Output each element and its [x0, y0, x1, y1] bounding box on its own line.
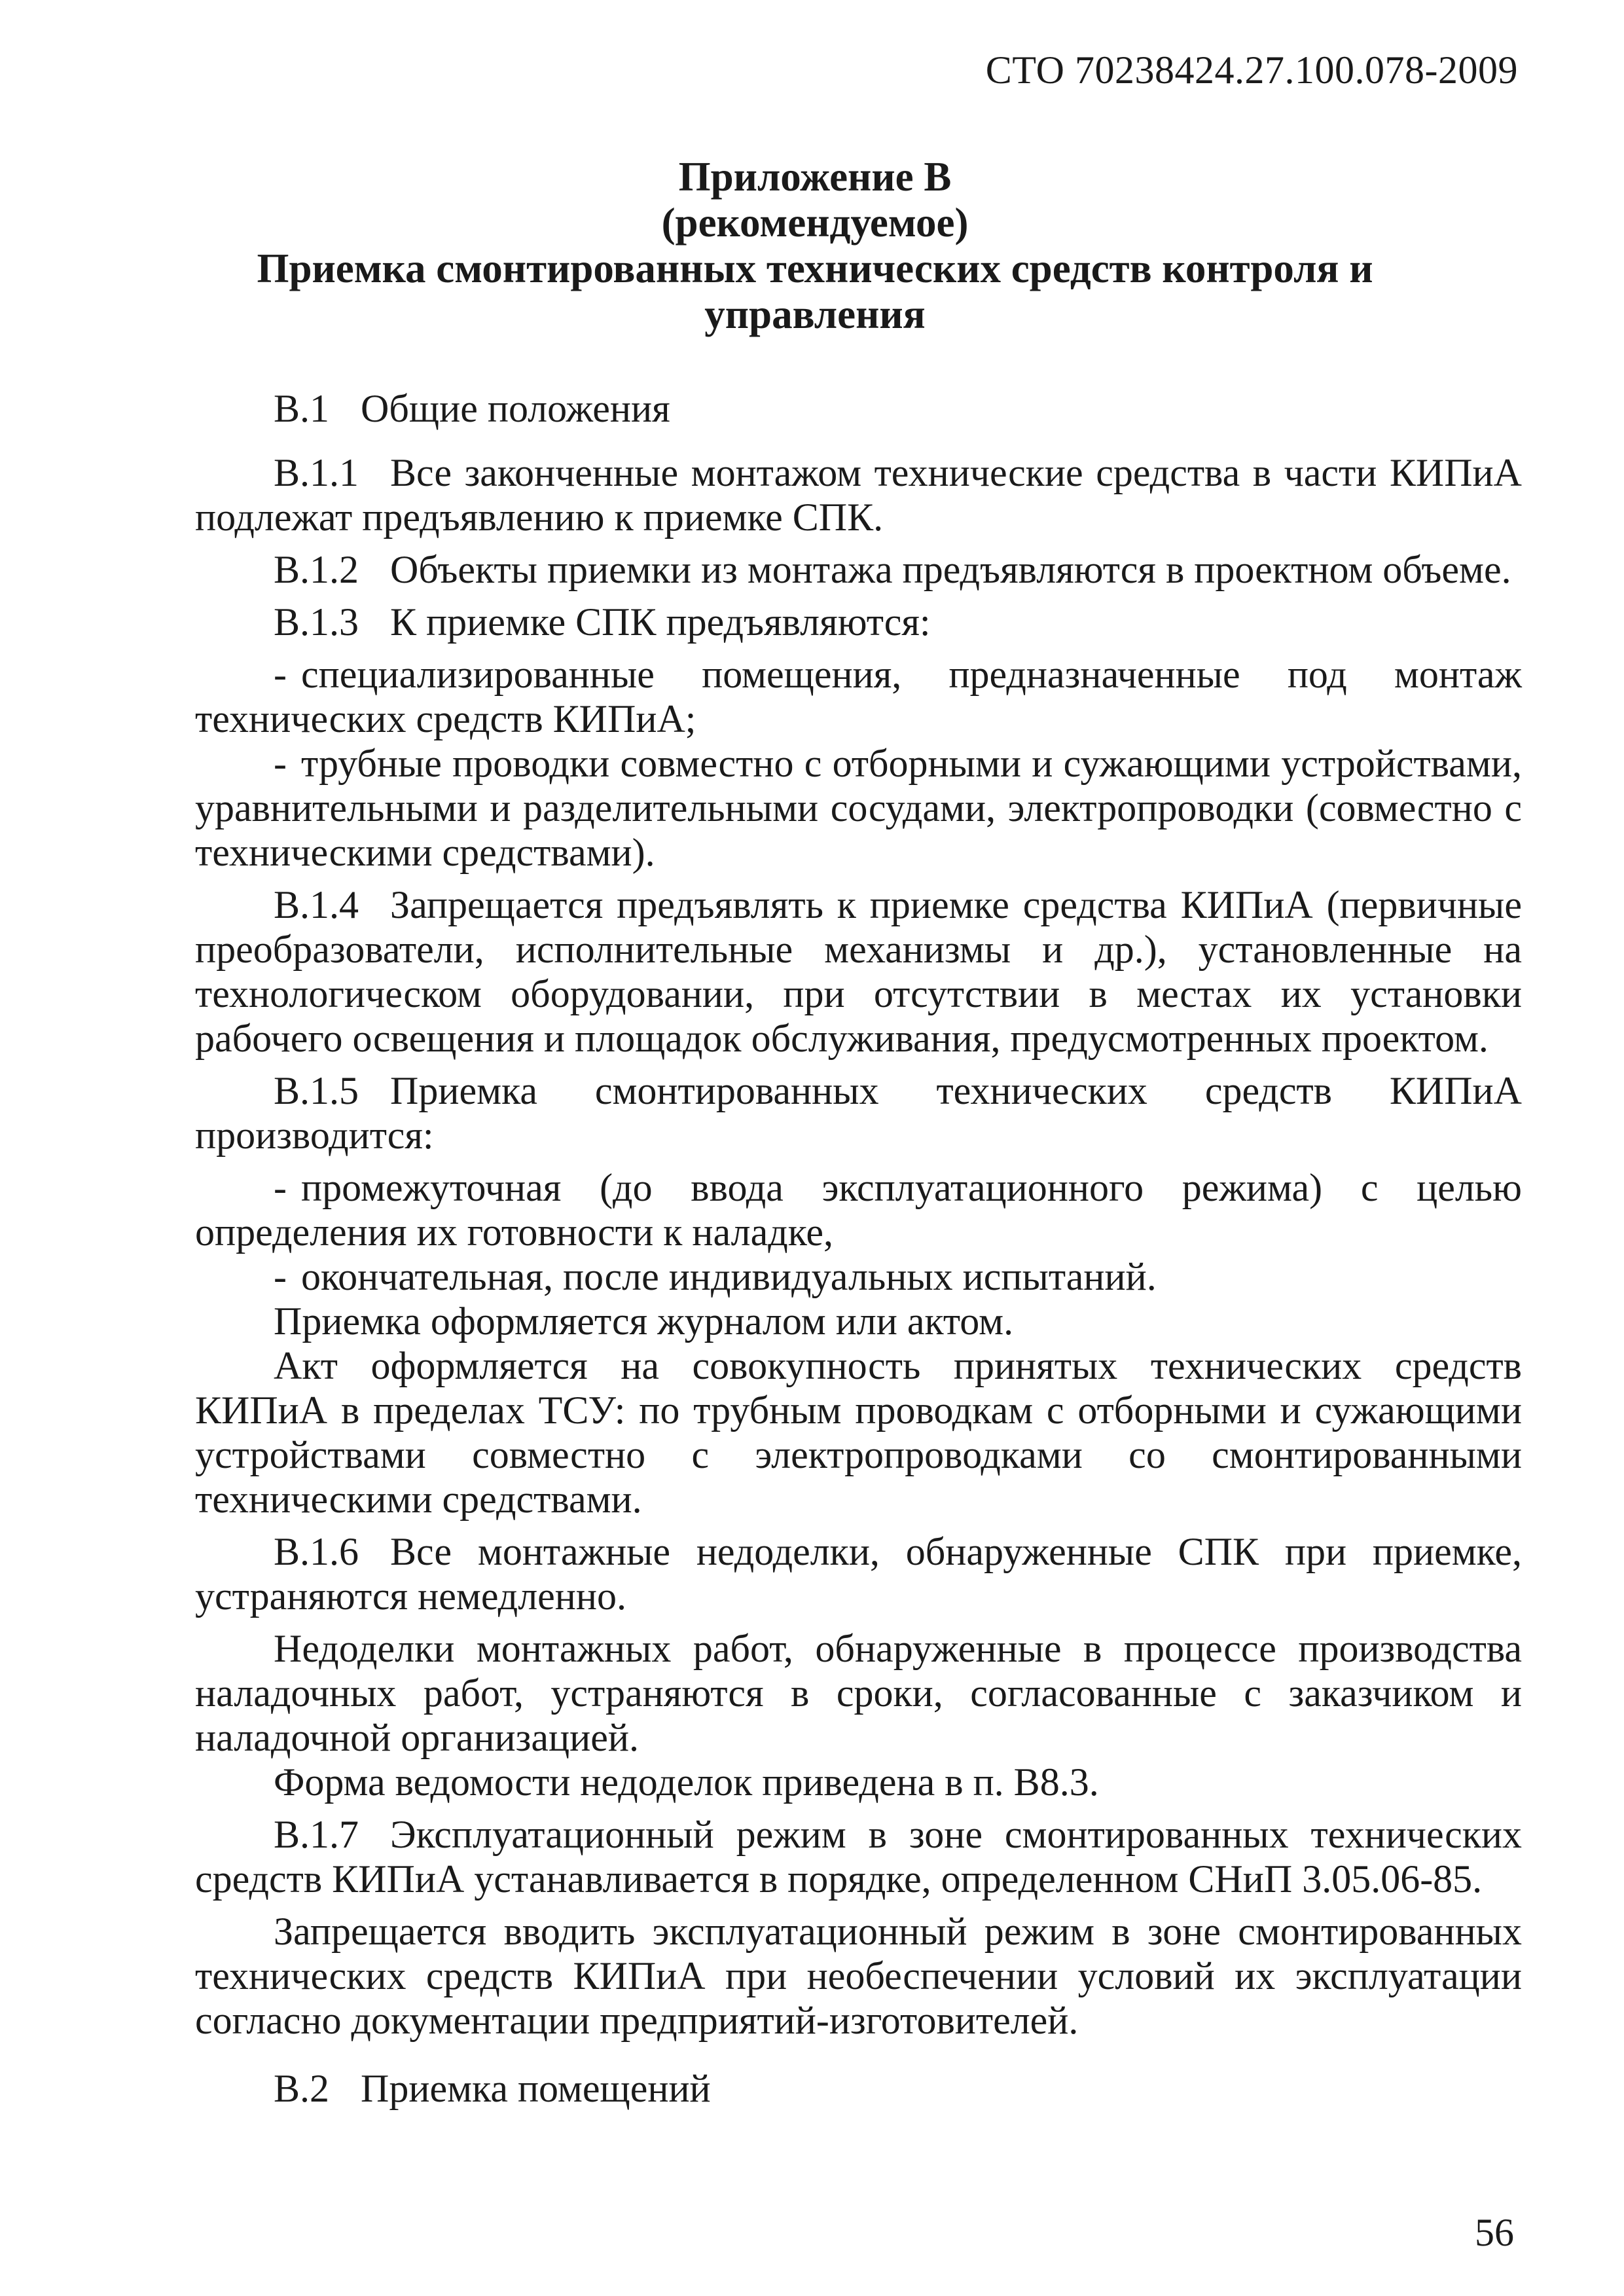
paragraph-prohibition: Запрещается вводить эксплуатационный режим в зоне смонтированных технических средств КИПиА при необеспечении условий их эксплуатации согласно документации предприятий-изготовителей.: [195, 1910, 1522, 2042]
clause-b1-4: [195, 883, 1522, 1061]
clause-b1-5: [195, 1068, 1522, 1157]
list-item-text: окончательная, после индивидуальных испытаний.: [300, 1255, 1157, 1298]
appendix-title-line-3: Приемка смонтированных технических средств контроля и: [257, 246, 1373, 291]
paragraph-defects: Недоделки монтажных работ, обнаруженные в процессе производства наладочных работ, устраняются в сроки, согласованные с заказчиком и наладочной организацией.: [195, 1627, 1522, 1759]
clause-number: В.1.2: [274, 548, 359, 591]
list-dash: -: [274, 1166, 287, 1209]
list-dash: -: [274, 1255, 287, 1298]
appendix-title-line-2: (рекомендуемое): [661, 200, 969, 246]
list-item-text: промежуточная (до ввода эксплуатационного режима) с целью определения их готовности к наладке,: [195, 1166, 1522, 1254]
section-title: Общие положения: [361, 387, 670, 430]
clause-b1-6: [195, 1529, 1522, 1618]
clause-b1-7: [195, 1812, 1522, 1901]
document-body: [195, 386, 1522, 2130]
section-heading-b1: [195, 386, 1522, 431]
appendix-title-line-4: управления: [704, 291, 926, 337]
clause-number: В.1.3: [274, 600, 359, 644]
clause-b1-2: [195, 547, 1522, 592]
section-number: В.1: [274, 387, 330, 430]
list-item: [195, 741, 1522, 875]
appendix-title: [164, 154, 1466, 337]
clause-b1-1: [195, 450, 1522, 539]
section-title: Приемка помещений: [361, 2067, 711, 2110]
list-item: [195, 1165, 1522, 1254]
appendix-title-line-1: Приложение В: [678, 154, 952, 200]
clause-number: В.1.5: [274, 1069, 359, 1112]
clause-text: Объекты приемки из монтажа предъявляются в проектном объеме.: [390, 548, 1511, 591]
paragraph-act-form: Приемка оформляется журналом или актом.: [274, 1300, 1014, 1343]
section-heading-b2: [195, 2066, 1522, 2111]
list-item-text: специализированные помещения, предназначенные под монтаж технических средств КИПиА;: [195, 653, 1522, 740]
paragraph-act-scope: Акт оформляется на совокупность принятых технических средств КИПиА в пределах ТСУ: по трубным проводкам с отборными и сужающими устройствами совместно с электропроводками со смонтированными техническими средствами.: [195, 1344, 1522, 1521]
clause-text: Запрещается предъявлять к приемке средства КИПиА (первичные преобразователи, исполнительные механизмы и др.), установленные на технологическом оборудовании, при отсутствии в местах их установки рабочего освещения и площадок обслуживания, предусмотренных проектом.: [195, 883, 1522, 1060]
list-dash: -: [274, 742, 287, 785]
clause-text: Приемка смонтированных технических средств КИПиА производится:: [195, 1069, 1522, 1157]
page-number: 56: [1475, 2211, 1514, 2254]
clause-text: Все монтажные недоделки, обнаруженные СПК при приемке, устраняются немедленно.: [195, 1530, 1522, 1618]
list-dash: -: [274, 653, 287, 696]
clause-number: В.1.6: [274, 1530, 359, 1573]
list-item: [195, 652, 1522, 741]
list-item-text: трубные проводки совместно с отборными и сужающими устройствами, уравнительными и разделительными сосудами, электропроводки (совместно с техническими средствами).: [195, 742, 1522, 874]
paragraph-form-reference: Форма ведомости недоделок приведена в п. В8.3.: [274, 1760, 1099, 1804]
clause-text: Все законченные монтажом технические средства в части КИПиА подлежат предъявлению к приемке СПК.: [195, 451, 1522, 539]
document-code: СТО 70238424.27.100.078-2009: [985, 48, 1518, 92]
clause-number: В.1.7: [274, 1813, 359, 1856]
clause-number: В.1.4: [274, 883, 359, 926]
clause-b1-3: [195, 600, 1522, 644]
list-item: [195, 1254, 1522, 1299]
section-number: В.2: [274, 2067, 330, 2110]
clause-number: В.1.1: [274, 451, 359, 494]
clause-text: К приемке СПК предъявляются:: [390, 600, 931, 644]
clause-text: Эксплуатационный режим в зоне смонтированных технических средств КИПиА устанавливается в порядке, определенном СНиП 3.05.06-85.: [195, 1813, 1522, 1901]
